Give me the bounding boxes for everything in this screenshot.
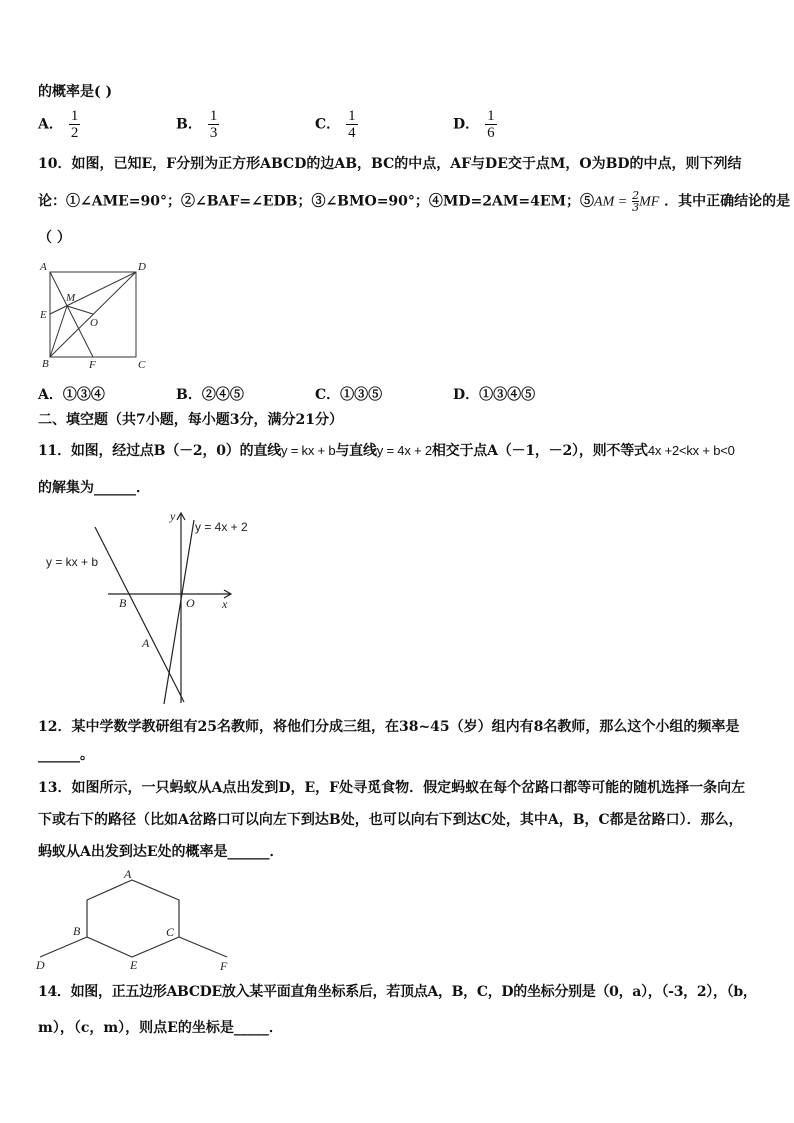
q11-label-y: y: [170, 509, 176, 523]
q10-label-m: M: [66, 292, 76, 304]
q11-label-b: B: [119, 596, 127, 610]
q12-line-2: ______。: [38, 747, 94, 763]
q10-label-c: C: [138, 359, 146, 371]
q13-label-d: D: [36, 958, 45, 972]
q11-label-x: x: [222, 597, 228, 611]
q10-option-c[interactable]: C．①③⑤: [315, 387, 383, 403]
q10-option-d[interactable]: D．①③④⑤: [453, 387, 536, 403]
q10-line-3: （ ）: [38, 230, 71, 246]
q9-option-c[interactable]: C． $\frac{1}{4}$: [315, 108, 356, 141]
q11-label-a: A: [142, 636, 150, 650]
q10-label-d: D: [138, 261, 146, 273]
q9-option-c-fraction: $\frac{1}{4}$: [348, 108, 356, 141]
q11-label-eq-left: y = kx + b: [46, 555, 99, 569]
q9-option-d-fraction: $\frac{1}{6}$: [487, 108, 495, 141]
q10-option-b[interactable]: B．②④⑤: [176, 387, 244, 403]
q9-option-a[interactable]: A． $\frac{1}{2}$: [38, 108, 79, 141]
section-2-title: 二、填空题（共7小题，每小题3分，满分21分）: [38, 412, 343, 428]
q13-line-2: 下或右下的路径（比如A岔路口可以向左下到达B处，也可以向右下到达C处，其中A，B，C都是岔路口）．那么，: [38, 812, 743, 828]
q10-label-e: E: [40, 309, 47, 321]
q14-line-1: 14．如图，正五边形ABCDE放入某平面直角坐标系后，若顶点A，B，C，D的坐标分别是（0，a），（-3，2），（b，: [38, 984, 757, 1000]
q9-option-b-fraction: $\frac{1}{3}$: [209, 108, 218, 141]
q9-option-b[interactable]: B． $\frac{1}{3}$: [176, 108, 218, 141]
q10-label-b: B: [42, 358, 49, 370]
q10-option-a[interactable]: A．①③④: [38, 387, 105, 403]
q11-line-1: 11．如图，经过点B（－2，0）的直线y = kx + b与直线y = 4x + 2相交于点A（－1，－2），则不等式4x +2<kx + b<0: [38, 443, 735, 459]
q10-line-1: 10．如图，已知E，F分别为正方形ABCD的边AB，BC的中点，AF与DE交于点M，O为BD的中点，则下列结: [38, 156, 742, 172]
q10-label-o: O: [90, 317, 98, 329]
q14-line-2: m），（c，m），则点E的坐标是_____．: [38, 1020, 283, 1036]
q9-option-d[interactable]: D． $\frac{1}{6}$: [453, 108, 495, 141]
q13-line-1: 13．如图所示，一只蚂蚁从A点出发到D，E，F处寻觅食物．假定蚂蚁在每个岔路口都等可能的随机选择一条向左: [38, 780, 746, 796]
q11-label-eq-right: y = 4x + 2: [195, 520, 248, 534]
q13-label-a: A: [124, 867, 132, 881]
q13-line-3: 蚂蚁从A出发到达E处的概率是______．: [38, 844, 284, 860]
q13-label-f: F: [220, 959, 228, 973]
q11-line-2: 的解集为______．: [38, 480, 150, 496]
q10-line-2: 论：①∠AME=90°；②∠BAF=∠EDB；③∠BMO=90°；④MD=2AM=4EM；⑤AM = $\frac{2}{3}$ MF ．其中正确结论的是: [38, 189, 791, 214]
q10-label-f: F: [89, 359, 96, 371]
q12-line-1: 12．某中学数学教研组有25名教师，将他们分成三组，在38~45（岁）组内有8名教师，那么这个小组的频率是: [38, 719, 740, 735]
q13-label-b: B: [73, 924, 81, 938]
q13-label-e: E: [130, 958, 138, 972]
q9-option-a-fraction: $\frac{1}{2}$: [70, 108, 79, 141]
q9-stem-tail: 的概率是( ): [38, 84, 113, 100]
q10-fraction: $\frac{2}{3}$: [632, 189, 640, 214]
q11-label-o: O: [186, 596, 195, 610]
q13-label-c: C: [166, 925, 175, 939]
q10-label-a: A: [40, 261, 47, 273]
